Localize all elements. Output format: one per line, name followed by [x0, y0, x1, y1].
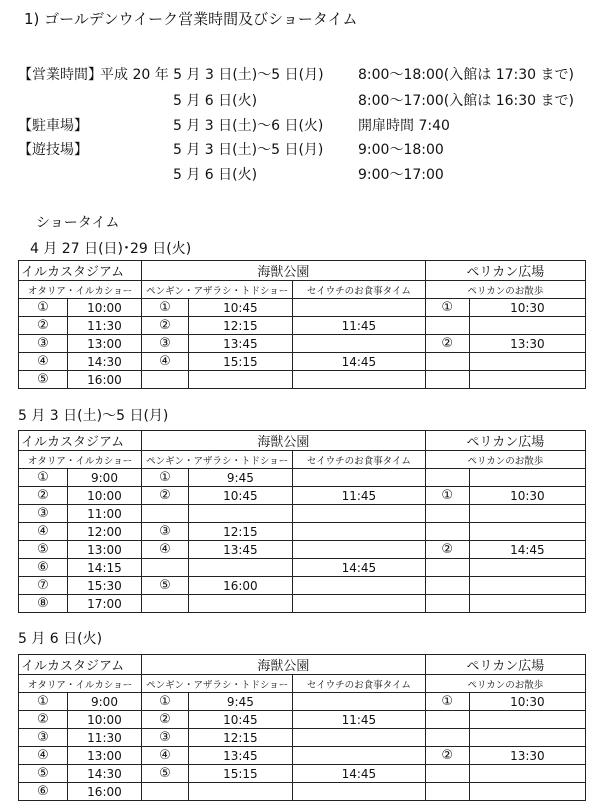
- table-cell: [425, 469, 469, 487]
- venue-kaiju: 海獣公園: [142, 431, 425, 451]
- subheader-row: [19, 675, 586, 693]
- table-cell: 13:00: [67, 541, 141, 559]
- table-cell: 15:15: [188, 765, 293, 783]
- table-cell: [425, 783, 469, 801]
- table-cell: ④: [142, 747, 188, 765]
- table-cell: ③: [19, 729, 68, 747]
- table-row: [19, 505, 586, 523]
- table-cell: [142, 783, 188, 801]
- table-cell: [469, 729, 585, 747]
- venue-kaiju: 海獣公園: [142, 655, 425, 675]
- hours-times: 8:00～18:00(入館は 17:30 まで): [358, 67, 574, 83]
- section-heading: 1) ゴールデンウイーク営業時間及びショータイム: [24, 10, 358, 28]
- table-cell: [469, 371, 585, 389]
- table-row: [19, 747, 586, 765]
- table-cell: [142, 371, 188, 389]
- table-cell: 9:00: [67, 469, 141, 487]
- table-cell: [469, 353, 585, 371]
- hours-dates: 5 月 6 日(火): [173, 93, 258, 109]
- table-cell: ②: [19, 487, 68, 505]
- table-cell: ③: [142, 335, 188, 353]
- table-cell: ②: [425, 747, 469, 765]
- table-cell: ①: [425, 487, 469, 505]
- table-row: [19, 765, 586, 783]
- table-cell: [142, 559, 188, 577]
- table-cell: [188, 783, 293, 801]
- table-cell: [425, 765, 469, 783]
- table-cell: [293, 505, 425, 523]
- table-cell: [469, 505, 585, 523]
- table-cell: [293, 783, 425, 801]
- table-cell: 13:45: [188, 747, 293, 765]
- show-walrus: セイウチのお食事タイム: [293, 451, 425, 469]
- parking-times: 開扉時間 7:40: [358, 118, 450, 134]
- table-cell: 13:30: [469, 335, 585, 353]
- table-cell: [188, 559, 293, 577]
- table-cell: ①: [425, 299, 469, 317]
- table-row: [19, 299, 586, 317]
- table-cell: [425, 317, 469, 335]
- table-cell: 15:30: [67, 577, 141, 595]
- hours-times: 8:00～17:00(入館は 16:30 まで): [358, 93, 574, 109]
- table-cell: [293, 577, 425, 595]
- table-cell: [293, 595, 425, 613]
- table-date-label: 4 月 27 日(日)･29 日(火): [30, 241, 192, 257]
- table-cell: 12:15: [188, 523, 293, 541]
- table-cell: ②: [142, 317, 188, 335]
- table-cell: [469, 765, 585, 783]
- show-pelican: ペリカンのお散歩: [425, 451, 585, 469]
- venue-pelican: ペリカン広場: [425, 261, 585, 281]
- table-cell: ①: [425, 693, 469, 711]
- table-cell: ⑤: [142, 765, 188, 783]
- table-cell: [293, 541, 425, 559]
- table-cell: 14:15: [67, 559, 141, 577]
- table-cell: 10:45: [188, 711, 293, 729]
- table-cell: ①: [142, 469, 188, 487]
- venue-kaiju: 海獣公園: [142, 261, 425, 281]
- table-cell: 16:00: [67, 371, 141, 389]
- table-cell: [425, 595, 469, 613]
- venue-pelican: ペリカン広場: [425, 655, 585, 675]
- table-cell: ④: [19, 747, 68, 765]
- table-cell: 10:00: [67, 299, 141, 317]
- show-penguin: ペンギン・アザラシ・トドショー: [142, 281, 293, 299]
- table-cell: [469, 577, 585, 595]
- table-date-label: 5 月 3 日(土)～5 日(月): [18, 408, 169, 424]
- table-cell: 14:45: [469, 541, 585, 559]
- table-date-label: 5 月 6 日(火): [18, 631, 103, 647]
- table-row: [19, 469, 586, 487]
- table-cell: 13:45: [188, 541, 293, 559]
- show-penguin: ペンギン・アザラシ・トドショー: [142, 675, 293, 693]
- table-cell: [293, 747, 425, 765]
- table-cell: [293, 469, 425, 487]
- table-cell: [425, 353, 469, 371]
- table-cell: 11:45: [293, 487, 425, 505]
- table-row: [19, 595, 586, 613]
- header-row: [19, 431, 586, 451]
- table-cell: 9:45: [188, 693, 293, 711]
- table-cell: [188, 595, 293, 613]
- table-row: [19, 541, 586, 559]
- table-cell: [469, 595, 585, 613]
- table-cell: 14:45: [293, 765, 425, 783]
- venue-stadium: イルカスタジアム: [19, 655, 142, 675]
- table-cell: ②: [19, 317, 68, 335]
- table-cell: ①: [142, 693, 188, 711]
- amusement-times: 9:00～17:00: [358, 167, 444, 183]
- table-cell: [293, 523, 425, 541]
- schedule-table: [18, 654, 586, 801]
- table-cell: [425, 559, 469, 577]
- table-row: [19, 353, 586, 371]
- table-cell: 11:45: [293, 317, 425, 335]
- table-cell: ③: [19, 505, 68, 523]
- table-cell: ⑦: [19, 577, 68, 595]
- table-cell: ②: [142, 487, 188, 505]
- table-cell: ①: [19, 469, 68, 487]
- parking-label: 【駐車場】: [18, 118, 88, 134]
- table-row: [19, 371, 586, 389]
- table-cell: 14:30: [67, 765, 141, 783]
- table-cell: [293, 693, 425, 711]
- table-cell: 9:00: [67, 693, 141, 711]
- header-row: [19, 655, 586, 675]
- table-cell: [188, 505, 293, 523]
- header-row: [19, 261, 586, 281]
- table-row: [19, 711, 586, 729]
- table-cell: 10:30: [469, 487, 585, 505]
- table-cell: ①: [142, 299, 188, 317]
- venue-stadium: イルカスタジアム: [19, 261, 142, 281]
- table-cell: ①: [19, 299, 68, 317]
- table-cell: 14:30: [67, 353, 141, 371]
- table-cell: [425, 729, 469, 747]
- table-cell: [142, 505, 188, 523]
- table-cell: 14:45: [293, 353, 425, 371]
- table-cell: [293, 299, 425, 317]
- venue-stadium: イルカスタジアム: [19, 431, 142, 451]
- table-cell: 11:30: [67, 317, 141, 335]
- hours-label: 【営業時間】: [18, 67, 102, 83]
- table-cell: ②: [425, 335, 469, 353]
- table-cell: [469, 783, 585, 801]
- table-cell: 15:15: [188, 353, 293, 371]
- table-cell: 12:00: [67, 523, 141, 541]
- schedule-table: [18, 260, 586, 389]
- hours-dates: 平成 20 年 5 月 3 日(土)～5 日(月): [100, 67, 324, 83]
- table-cell: ③: [142, 729, 188, 747]
- table-cell: 9:45: [188, 469, 293, 487]
- show-dolphin: オタリア・イルカショー: [19, 675, 142, 693]
- table-cell: 10:30: [469, 299, 585, 317]
- table-cell: ⑧: [19, 595, 68, 613]
- amusement-times: 9:00～18:00: [358, 142, 444, 158]
- table-cell: ⑤: [19, 765, 68, 783]
- subheader-row: [19, 451, 586, 469]
- amusement-dates: 5 月 3 日(土)～5 日(月): [173, 142, 324, 158]
- subheader-row: [19, 281, 586, 299]
- table-cell: [425, 505, 469, 523]
- table-row: [19, 335, 586, 353]
- table-cell: 13:00: [67, 335, 141, 353]
- table-cell: ③: [142, 523, 188, 541]
- table-cell: 12:15: [188, 729, 293, 747]
- table-cell: ②: [142, 711, 188, 729]
- table-cell: ③: [19, 335, 68, 353]
- table-cell: 11:45: [293, 711, 425, 729]
- table-cell: 11:30: [67, 729, 141, 747]
- table-cell: ②: [425, 541, 469, 559]
- table-cell: ④: [142, 353, 188, 371]
- amusement-dates: 5 月 6 日(火): [173, 167, 258, 183]
- table-cell: 10:00: [67, 711, 141, 729]
- table-cell: 16:00: [188, 577, 293, 595]
- table-row: [19, 487, 586, 505]
- table-row: [19, 693, 586, 711]
- parking-dates: 5 月 3 日(土)～6 日(火): [173, 118, 324, 134]
- table-cell: 13:30: [469, 747, 585, 765]
- table-cell: 13:00: [67, 747, 141, 765]
- table-cell: 16:00: [67, 783, 141, 801]
- table-cell: [293, 371, 425, 389]
- show-walrus: セイウチのお食事タイム: [293, 675, 425, 693]
- show-walrus: セイウチのお食事タイム: [293, 281, 425, 299]
- table-cell: [142, 595, 188, 613]
- table-cell: [425, 577, 469, 595]
- show-dolphin: オタリア・イルカショー: [19, 281, 142, 299]
- table-cell: [293, 729, 425, 747]
- table-cell: 14:45: [293, 559, 425, 577]
- table-cell: [425, 371, 469, 389]
- table-cell: [469, 523, 585, 541]
- table-cell: ⑥: [19, 559, 68, 577]
- table-cell: [469, 559, 585, 577]
- table-cell: ②: [19, 711, 68, 729]
- show-dolphin: オタリア・イルカショー: [19, 451, 142, 469]
- showtime-title: ショータイム: [36, 215, 120, 231]
- schedule-table: [18, 430, 586, 613]
- table-cell: [469, 469, 585, 487]
- table-cell: [469, 711, 585, 729]
- show-pelican: ペリカンのお散歩: [425, 675, 585, 693]
- table-cell: 17:00: [67, 595, 141, 613]
- table-cell: ④: [19, 353, 68, 371]
- table-cell: [425, 711, 469, 729]
- table-cell: 10:00: [67, 487, 141, 505]
- venue-pelican: ペリカン広場: [425, 431, 585, 451]
- table-row: [19, 729, 586, 747]
- table-cell: 10:30: [469, 693, 585, 711]
- table-row: [19, 559, 586, 577]
- table-cell: ⑤: [19, 371, 68, 389]
- table-cell: 11:00: [67, 505, 141, 523]
- table-cell: [469, 317, 585, 335]
- table-row: [19, 317, 586, 335]
- table-cell: 10:45: [188, 487, 293, 505]
- table-cell: ⑤: [19, 541, 68, 559]
- table-cell: 10:45: [188, 299, 293, 317]
- table-row: [19, 577, 586, 595]
- table-cell: 13:45: [188, 335, 293, 353]
- table-cell: ④: [142, 541, 188, 559]
- table-cell: ⑥: [19, 783, 68, 801]
- table-cell: 12:15: [188, 317, 293, 335]
- show-pelican: ペリカンのお散歩: [425, 281, 585, 299]
- table-cell: ⑤: [142, 577, 188, 595]
- table-row: [19, 523, 586, 541]
- table-cell: [425, 523, 469, 541]
- table-cell: [293, 335, 425, 353]
- table-cell: [188, 371, 293, 389]
- show-penguin: ペンギン・アザラシ・トドショー: [142, 451, 293, 469]
- table-cell: ①: [19, 693, 68, 711]
- amusement-label: 【遊技場】: [18, 142, 88, 158]
- table-row: [19, 783, 586, 801]
- table-cell: ④: [19, 523, 68, 541]
